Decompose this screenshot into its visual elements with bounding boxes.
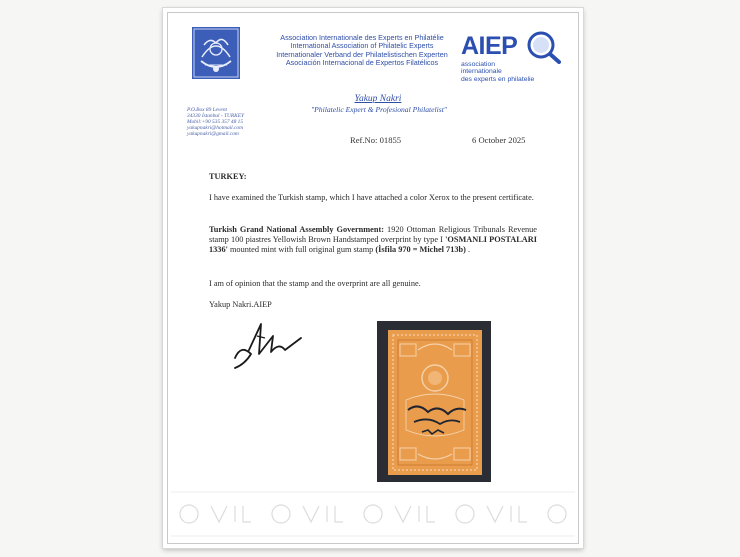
country-heading: TURKEY: <box>209 172 247 181</box>
handwritten-signature <box>227 314 307 372</box>
reference-number: Ref.No: 01855 <box>350 135 402 145</box>
stamp-description-paragraph: Turkish Grand National Assembly Government: 1920 Ottoman Religious Tribunals Revenue stamp 100 piastres Yellowish Brown Handstamped overprint by type I 'OSMANLI POSTALARI 1336' mounted mint with full original gum stamp (İsfila 970 = Michel 713b) . <box>209 225 537 255</box>
examination-paragraph: I have examined the Turkish stamp, which I have attached a color Xerox to the present certificate. <box>209 193 534 202</box>
certificate-border <box>167 12 579 544</box>
certificate-sheet <box>163 8 583 548</box>
expert-title: "Philatelic Expert & Profesional Philatelist" <box>310 105 447 114</box>
catalog-reference: (İsfila 970 = Michel 713b) <box>375 245 466 255</box>
aiep-watermark-pattern <box>171 486 575 542</box>
signoff-name: Yakup Nakri.AIEP <box>209 300 272 309</box>
issuing-authority: Turkish Grand National Assembly Government: <box>209 225 385 234</box>
aiep-logo-letters: AIEP <box>461 32 518 60</box>
org-line-english: International Association of Philatelic Experts <box>290 41 434 51</box>
revenue-stamp-image <box>388 330 482 475</box>
aiep-logo <box>456 28 568 84</box>
org-line-german: Internationaler Verband der Philatelistischen Experten <box>276 49 448 59</box>
association-names <box>267 34 457 67</box>
contact-address: P.O.Box 89 Levent 34330 İstanbul - TURKEY Mobil:+90 535 357 48 15 yakupnakri@hotmail.com yakupnakri@gmail.com <box>187 107 245 137</box>
overprint-text: 'OSMANLI POSTALARI 1336' <box>209 235 537 255</box>
expert-name: Yakup Nakri <box>354 94 402 104</box>
opinion-paragraph: I am of opinion that the stamp and the overprint are all genuine. <box>209 279 421 288</box>
org-line-french: Association Internationale des Experts en Philatélie <box>280 33 444 42</box>
magnifier-globe-icon <box>524 30 564 64</box>
org-line-spanish: Asociación Internacional de Expertos Filatélicos <box>285 57 439 67</box>
stamp-photo <box>377 321 491 482</box>
certificate-date: 6 October 2025 <box>472 135 526 145</box>
ottoman-tughra-seal-logo <box>192 27 240 79</box>
aiep-logo-subtitle: association internationale des experts en philatelie <box>461 61 535 83</box>
